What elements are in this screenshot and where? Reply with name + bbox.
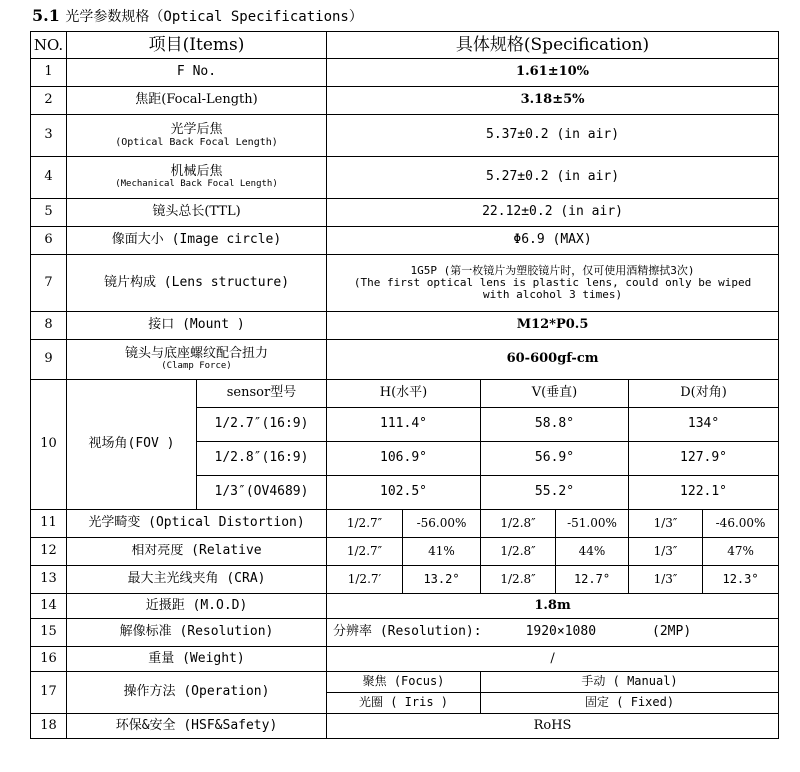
table-row: 11 光学畸变 (Optical Distortion) 1/2.7″ -56.00% 1/2.8″ -51.00% 1/3″ -46.00% (31, 510, 779, 538)
fov-row: 10 视场角(FOV ) sensor型号 H(水平) V(垂直) D(对角) (31, 380, 779, 408)
table-row: 12 相对亮度 (Relative 1/2.7″ 41% 1/2.8″ 44% 1/3″ 47% (31, 538, 779, 566)
header-items: 项目(Items) (67, 32, 327, 59)
table-row: 14 近摄距 (M.O.D) 1.8m (31, 594, 779, 619)
header-spec: 具体规格(Specification) (327, 32, 779, 59)
table-row: 4 机械后焦 (Mechanical Back Focal Length) 5.27±0.2 (in air) (31, 157, 779, 199)
table-row: 13 最大主光线夹角 (CRA) 1/2.7′ 13.2° 1/2.8″ 12.7° 1/3″ 12.3° (31, 566, 779, 594)
table-row: 8 接口 (Mount ) M12*P0.5 (31, 312, 779, 340)
table-row: 5 镜头总长(TTL) 22.12±0.2 (in air) (31, 199, 779, 227)
section-title: 5.1 光学参数规格（Optical Specifications） (32, 6, 363, 25)
table-row: 1 F No. 1.61±10% (31, 59, 779, 87)
operation-row: 17 操作方法 (Operation) 聚焦 (Focus) 手动 ( Manual) (31, 672, 779, 693)
table-row: 18 环保&安全 (HSF&Safety) RoHS (31, 714, 779, 739)
table-row: 6 像面大小 (Image circle) Φ6.9 (MAX) (31, 227, 779, 255)
table-row: 2 焦距(Focal-Length) 3.18±5% (31, 87, 779, 115)
table-row: 16 重量 (Weight) / (31, 647, 779, 672)
fov-row: 1/3″(OV4689) 102.5° 55.2° 122.1° (31, 476, 779, 510)
optical-spec-table (30, 31, 779, 739)
table-row: 9 镜头与底座螺纹配合扭力 (Clamp Force) 60-600gf-cm (31, 340, 779, 380)
fov-row: 1/2.8″(16:9) 106.9° 56.9° 127.9° (31, 442, 779, 476)
operation-row: 光圈 ( Iris ) 固定 ( Fixed) (31, 693, 779, 714)
header-no: NO. (31, 32, 67, 59)
table-row: 7 镜片构成 (Lens structure) 1G5P (第一枚镜片为塑胶镜片时，仅可使用酒精擦拭3次) (The first optical lens is plastic lens, could only be wiped with alcohol 3 times) (31, 255, 779, 312)
fov-row: 1/2.7″(16:9) 111.4° 58.8° 134° (31, 408, 779, 442)
table-header-row (31, 32, 779, 59)
table-row: 3 光学后焦 (Optical Back Focal Length) 5.37±0.2 (in air) (31, 115, 779, 157)
table-row: 15 解像标准 (Resolution) 分辨率 (Resolution): 1920×1080 (2MP) (31, 619, 779, 647)
